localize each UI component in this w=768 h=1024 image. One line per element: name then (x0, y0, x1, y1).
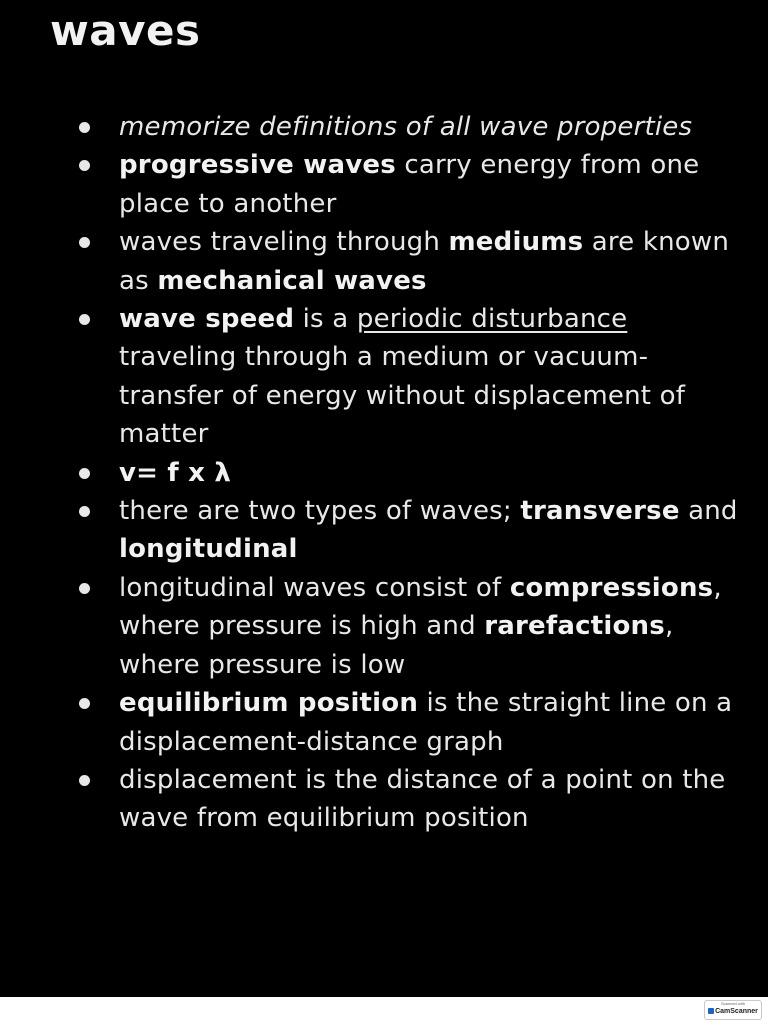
bold-term: transverse (520, 496, 680, 527)
item-text: , where pressure is low (119, 611, 674, 680)
item-text: waves traveling through (119, 227, 449, 258)
bold-term: compressions (509, 572, 714, 603)
bullet-icon (79, 583, 90, 594)
item-text: is the straight line on a displacement-distance graph (119, 688, 733, 757)
bullet-icon (79, 122, 90, 133)
camscanner-watermark (704, 1000, 762, 1020)
bullet-icon (79, 775, 90, 786)
item-text: and (679, 496, 738, 527)
list-item (119, 300, 739, 454)
list-item (119, 492, 739, 569)
bold-term: equilibrium position (119, 688, 419, 719)
bullet-icon (79, 506, 90, 517)
bullet-icon (79, 160, 90, 171)
watermark-caption: Scanned with (720, 1001, 745, 1006)
item-text: are known as (119, 227, 730, 296)
bold-term: progressive waves (119, 150, 396, 181)
camscanner-logo-icon (708, 1008, 714, 1014)
item-text: there are two types of waves; (119, 496, 521, 527)
list-item (119, 223, 739, 300)
list-item (119, 108, 739, 146)
list-item (119, 684, 739, 761)
notes-list (119, 108, 739, 838)
bold-term: mediums (448, 227, 584, 258)
list-item (119, 569, 739, 684)
item-text: traveling through a medium or vacuum- transfer of energy without displacement of matter (119, 342, 686, 450)
item-text: is a (294, 304, 357, 335)
bullet-icon (79, 237, 90, 248)
item-text: , where pressure is high and (119, 572, 722, 642)
bold-term: longitudinal (119, 534, 298, 565)
bold-term: mechanical waves (157, 265, 427, 296)
bold-term: rarefactions (484, 611, 665, 642)
item-text: displacement is the distance of a point on the wave from equilibrium position (119, 764, 726, 834)
bullet-icon (79, 698, 90, 709)
list-item (119, 454, 739, 492)
bullet-icon (79, 314, 90, 325)
item-text: longitudinal waves consist of (119, 572, 510, 603)
watermark-brand: CamScanner (715, 1008, 758, 1015)
list-item (119, 146, 739, 223)
list-item (119, 761, 739, 838)
page-title: waves (50, 6, 201, 55)
item-text: carry energy from one place to another (119, 150, 700, 219)
item-text: memorize definitions of all wave properties (119, 112, 693, 142)
underlined-term: periodic disturbance (356, 304, 628, 335)
bold-term: v= f x λ (119, 457, 232, 488)
bullet-icon (79, 468, 90, 479)
bold-term: wave speed (119, 304, 295, 335)
